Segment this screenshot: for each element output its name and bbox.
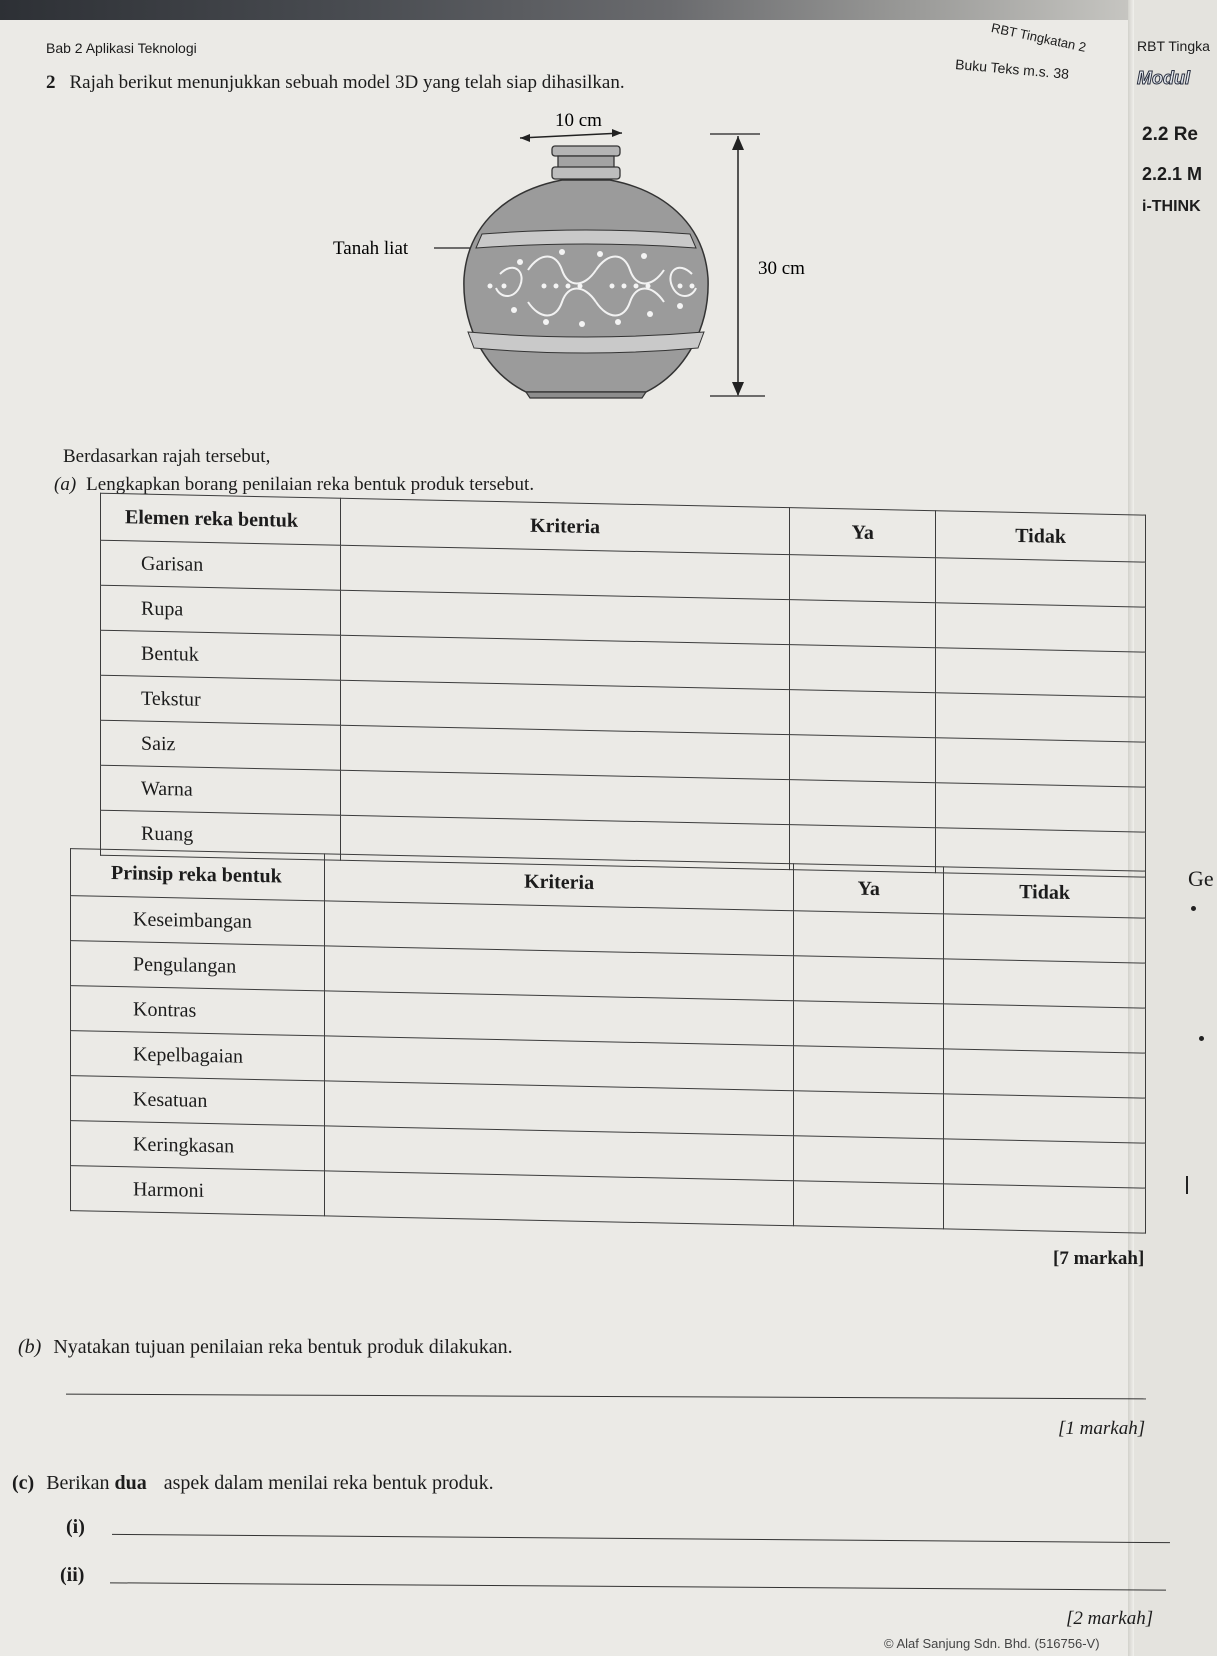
textbook-reference: Buku Teks m.s. 38 [954, 56, 1070, 82]
part-a-text: Lengkapkan borang penilaian reka bentuk produk tersebut. [86, 474, 535, 495]
arrowhead [612, 129, 622, 137]
row-label: Ruang [101, 810, 341, 860]
answer-line-c-i[interactable] [112, 1534, 1170, 1543]
vase-figure [300, 102, 820, 432]
column-header: Kriteria [324, 854, 793, 911]
yes-cell[interactable] [794, 1091, 944, 1139]
question-number: 2 [46, 72, 56, 93]
no-cell[interactable] [936, 693, 1146, 742]
side-section-heading: 2.2 Re [1142, 124, 1198, 145]
column-header: Kriteria [340, 498, 790, 554]
arrowhead [732, 382, 744, 396]
side-subsection-heading: 2.2.1 M [1142, 164, 1203, 184]
bullet-dot [1191, 906, 1196, 911]
height-label: 30 cm [758, 258, 805, 279]
no-cell[interactable] [944, 1004, 1146, 1053]
rbt-label-right: RBT Tingka [1137, 38, 1210, 54]
yes-cell[interactable] [794, 1001, 944, 1049]
no-cell[interactable] [944, 1094, 1146, 1143]
bullet-dot [1199, 1036, 1204, 1041]
row-label: Garisan [101, 540, 341, 590]
part-c-text-after: aspek dalam menilai reka bentuk produk. [163, 1472, 494, 1494]
design-elements-table [100, 493, 1146, 878]
side-fragment-mark [1186, 1176, 1188, 1194]
yes-cell[interactable] [794, 1181, 944, 1229]
photo-top-edge [0, 0, 1217, 20]
item-i-label: (i) [66, 1516, 85, 1538]
arrowhead [520, 134, 530, 142]
part-c-label: (c) [12, 1472, 35, 1494]
no-cell[interactable] [944, 1184, 1146, 1233]
arrowhead [732, 136, 744, 150]
vase-drawing [464, 146, 708, 398]
yes-cell[interactable] [790, 555, 936, 603]
no-cell[interactable] [936, 783, 1146, 832]
side-fragment-text: Ge [1188, 866, 1214, 891]
row-label: Keseimbangan [71, 896, 325, 946]
no-cell[interactable] [944, 1139, 1146, 1188]
no-cell[interactable] [936, 738, 1146, 787]
no-cell[interactable] [936, 558, 1146, 607]
part-b [18, 1336, 513, 1359]
part-a-label: (a) [54, 474, 77, 495]
no-cell[interactable] [944, 959, 1146, 1008]
row-label: Kontras [71, 986, 325, 1036]
part-c-text-before: Berikan [46, 1472, 110, 1494]
row-label: Bentuk [101, 630, 341, 680]
no-cell[interactable] [944, 1049, 1146, 1098]
row-label: Pengulangan [71, 941, 325, 991]
row-label: Rupa [101, 585, 341, 635]
chapter-header: Bab 2 Aplikasi Teknologi [46, 40, 197, 56]
width-dimension-line [520, 133, 622, 138]
answer-line-c-ii[interactable] [110, 1582, 1166, 1590]
no-cell[interactable] [944, 914, 1146, 963]
row-label: Kepelbagaian [71, 1031, 325, 1081]
column-header: Ya [790, 508, 936, 558]
marks-part-c: [2 markah] [1066, 1608, 1154, 1629]
part-c [12, 1472, 494, 1495]
row-label: Tekstur [101, 675, 341, 725]
rbt-label-rotated: RBT Tingkatan 2 [989, 20, 1088, 55]
yes-cell[interactable] [794, 1046, 944, 1094]
row-label: Keringkasan [71, 1121, 325, 1171]
row-label: Warna [101, 765, 341, 815]
no-cell[interactable] [936, 603, 1146, 652]
intro-text: Berdasarkan rajah tersebut, [63, 446, 271, 467]
ithink-label: i-THINK [1142, 198, 1201, 215]
yes-cell[interactable] [790, 645, 936, 693]
yes-cell[interactable] [790, 690, 936, 738]
column-header: Ya [794, 864, 944, 914]
part-b-label: (b) [18, 1336, 42, 1358]
modul-badge: Modul [1137, 68, 1190, 88]
column-header: Prinsip reka bentuk [71, 849, 325, 901]
yes-cell[interactable] [790, 600, 936, 648]
evaluation-form [66, 492, 1146, 1297]
column-header: Tidak [936, 511, 1146, 562]
yes-cell[interactable] [794, 956, 944, 1004]
column-header: Elemen reka bentuk [101, 493, 341, 545]
no-cell[interactable] [936, 648, 1146, 697]
marks-part-a: [7 markah] [1053, 1248, 1145, 1269]
copyright-footer: © Alaf Sanjung Sdn. Bhd. (516756-V) [884, 1636, 1100, 1651]
yes-cell[interactable] [790, 735, 936, 783]
material-label: Tanah liat [333, 238, 409, 259]
design-principles-table [70, 848, 1146, 1234]
row-label: Saiz [101, 720, 341, 770]
yes-cell[interactable] [794, 911, 944, 959]
row-label: Harmoni [71, 1166, 325, 1216]
yes-cell[interactable] [790, 780, 936, 828]
yes-cell[interactable] [794, 1136, 944, 1184]
part-b-text: Nyatakan tujuan penilaian reka bentuk produk dilakukan. [53, 1336, 513, 1358]
row-label: Kesatuan [71, 1076, 325, 1126]
item-ii-label: (ii) [60, 1564, 85, 1586]
criteria-cell[interactable] [324, 1171, 793, 1226]
answer-line-b[interactable] [66, 1394, 1146, 1400]
column-header: Tidak [944, 867, 1146, 918]
question-2 [46, 72, 625, 94]
question-text: Rajah berikut menunjukkan sebuah model 3D yang telah siap dihasilkan. [69, 72, 625, 93]
width-label: 10 cm [555, 110, 602, 131]
part-c-text-bold: dua [114, 1472, 147, 1494]
marks-part-b: [1 markah] [1058, 1418, 1146, 1439]
